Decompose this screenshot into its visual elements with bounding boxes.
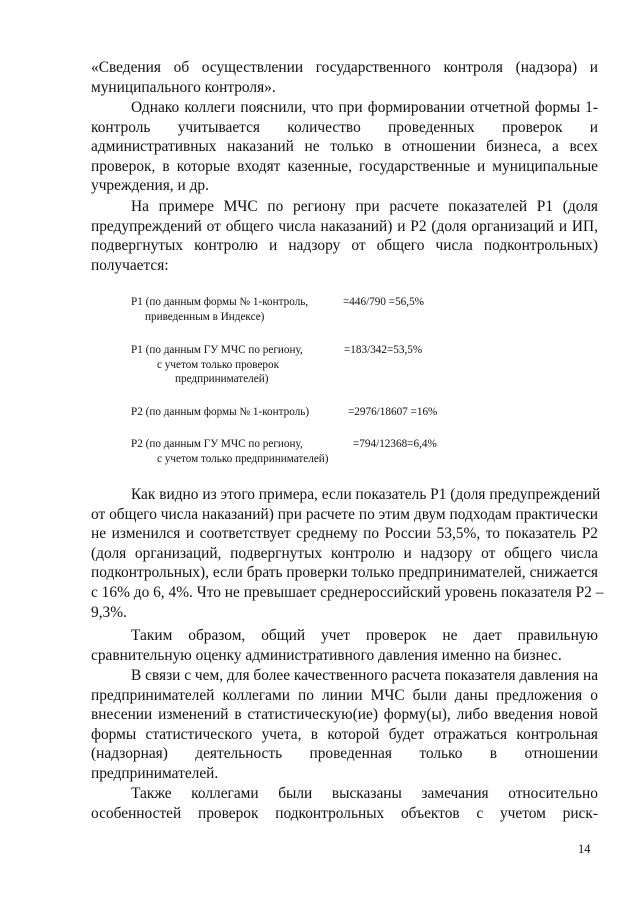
formula-p1-form	[131, 295, 424, 324]
text-line: сравнительную оценку административного давления именно на бизнес.	[91, 646, 562, 664]
text-line: В связи с чем, для более качественного расчета показателя давления на	[131, 667, 599, 684]
paragraph-7	[91, 784, 598, 823]
text-line: Таким образом, общий учет проверок не дает правильную	[131, 627, 598, 644]
formula-label: Р2 (по данным формы № 1-контроль)	[131, 406, 310, 418]
text-line: (надзорная) деятельность проведенная только в отношении	[91, 745, 598, 763]
formula-sub: предпринимателей)	[175, 373, 269, 385]
text-line: не изменился и соответствует среднему по России 53,5%, то показатель Р2	[91, 525, 598, 543]
text-line: проверок, в которые входят казенные, государственные и муниципальные	[91, 157, 598, 175]
paragraph-2	[91, 98, 598, 196]
text-line: контроль учитывается количество проведенных проверок и	[91, 118, 598, 136]
formula-value: =794/12368=6,4%	[353, 438, 437, 450]
text-line: особенностей проверок подконтрольных объектов с учетом риск-	[91, 804, 598, 822]
formula-value: =446/790 =56,5%	[343, 296, 424, 308]
text-line: (доля организаций, подвергнутых контролю и надзору от общего числа	[91, 544, 598, 562]
paragraph-3	[91, 197, 598, 275]
formula-value: =2976/18607 =16%	[348, 406, 438, 418]
text-line: внесении изменений в статистическую(ие) форму(ы), либо введения новой	[91, 706, 598, 724]
text-line: получается:	[91, 256, 169, 274]
paragraph-4	[91, 485, 604, 622]
text-line: подконтрольных), если брать проверки только предпринимателей, снижается	[91, 564, 598, 582]
formula-label: Р1 (по данным формы № 1-контроль,	[131, 296, 309, 308]
formula-sub: приведенным в Индексе)	[145, 310, 265, 323]
text-line: муниципального контроля».	[91, 78, 276, 96]
text-line: На примере МЧС по региону при расчете показателей Р1 (доля	[131, 198, 598, 215]
formula-p2-mchs	[131, 437, 437, 466]
formula-p1-mchs	[131, 343, 423, 387]
text-line: учреждения, и др.	[91, 177, 209, 195]
formula-label: Р2 (по данным ГУ МЧС по региону,	[131, 438, 303, 450]
text-line: Однако коллеги пояснили, что при формировании отчетной формы 1-	[131, 99, 598, 116]
text-line: от общего числа наказаний) при расчете по этим двум подходам практически	[91, 505, 598, 523]
formula-sub: с учетом только проверок	[157, 358, 280, 371]
page-number: 14	[578, 842, 591, 856]
formula-p2-form	[131, 405, 438, 420]
text-line: формы статистического учета, в которой будет отражаться контрольная	[91, 725, 598, 743]
paragraph-5	[91, 626, 598, 665]
text-line: Как видно из этого примера, если показатель Р1 (доля предупреждений	[131, 486, 601, 503]
paragraph-1	[91, 58, 598, 97]
text-line: предпринимателей коллегами по линии МЧС были даны предложения о	[91, 686, 598, 704]
formula-label: Р1 (по данным ГУ МЧС по региону,	[131, 344, 303, 356]
formula-sub: с учетом только предпринимателей)	[157, 452, 329, 465]
formula-value: =183/342=53,5%	[344, 344, 423, 356]
paragraph-6	[91, 666, 598, 784]
text-line: административных наказаний не только в отношении бизнеса, а всех	[91, 138, 598, 156]
text-line: предупреждений от общего числа наказаний) и Р2 (доля организаций и ИП,	[91, 217, 598, 235]
text-line: «Сведения об осуществлении государственного контроля (надзора) и	[91, 59, 598, 76]
text-line: 9,3%.	[91, 603, 127, 621]
text-line: предпринимателей.	[91, 764, 219, 782]
text-line: Также коллегами были высказаны замечания относительно	[131, 785, 598, 802]
text-line: с 16% до 6, 4%. Что не превышает среднероссийский уровень показателя Р2 –	[91, 583, 604, 601]
text-line: подвергнутых контролю и надзору от общего числа подконтрольных)	[91, 237, 598, 255]
